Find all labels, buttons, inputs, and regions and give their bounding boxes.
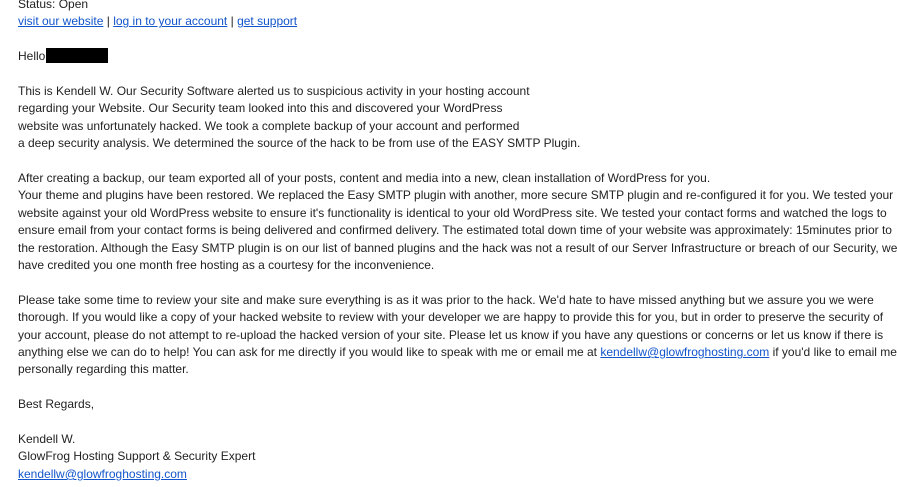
- signature-title: GlowFrog Hosting Support & Security Expert: [18, 449, 256, 464]
- email-body: [18, 0, 897, 483]
- paragraph-line: have credited you one month free hosting as a courtesy for the inconvenience.: [18, 258, 435, 273]
- spacer: [18, 31, 880, 48]
- signature-email-line: [18, 466, 880, 483]
- paragraph-line: Your theme and plugins have been restored. We replaced the Easy SMTP plugin with another, more secure SMTP plugin and re-configured it for you. We tested your: [18, 188, 894, 203]
- paragraph-line: [18, 344, 897, 361]
- signature-email-link[interactable]: kendellw@glowfroghosting.com: [18, 466, 187, 481]
- paragraph-1: [18, 83, 880, 153]
- paragraph-line: thorough. If you would like a copy of your hacked website to review with your developer we are happy to provide this for you, but in order to preserve the security of: [18, 310, 884, 325]
- paragraph-line: ensure email from your contact forms is being delivered and confirmed delivery. The estimated total down time of your website was approximately: 15minutes prior to: [18, 223, 892, 238]
- paragraph-line: regarding your Website. Our Security team looked into this and discovered your WordPress: [18, 101, 503, 116]
- paragraph-3: [18, 292, 897, 379]
- paragraph-line: personally regarding this matter.: [18, 362, 189, 377]
- signature-name: Kendell W.: [18, 432, 76, 447]
- paragraph-line: the restoration. Although the Easy SMTP plugin is on our list of banned plugins and the hack was not a result of our Server Infrastructure or breach of our Security, we: [18, 240, 897, 255]
- paragraph-line: After creating a backup, our team exported all of your posts, content and media into a new, clean installation of WordPress for you.: [18, 171, 711, 186]
- paragraph-line: a deep security analysis. We determined the source of the hack to be from use of the EASY SMTP Plugin.: [18, 136, 581, 151]
- greeting-text: Hello: [18, 49, 46, 64]
- inline-email-link[interactable]: kendellw@glowfroghosting.com: [600, 345, 770, 360]
- paragraph-line: your account, please do not attempt to re-upload the hacked version of your site. Please let us know if you have any questions or concerns or let us know if there is: [18, 327, 884, 342]
- login-account-link[interactable]: log in to your account: [113, 14, 228, 29]
- paragraph-line: website against your old WordPress website to ensure it's functionality is identical to your old WordPress site. We tested your contact forms and watched the logs to: [18, 205, 887, 220]
- redacted-name: [46, 48, 108, 63]
- link-separator: |: [230, 14, 234, 29]
- paragraph-line: website was unfortunately hacked. We took a complete backup of your account and performed: [18, 118, 520, 133]
- closing-regards: Best Regards,: [18, 397, 95, 412]
- signature-block: [18, 431, 880, 483]
- visit-website-link[interactable]: visit our website: [18, 14, 104, 29]
- paragraph-line: Please take some time to review your site and make sure everything is as it was prior to the hack. We'd hate to have missed anything but we assure you we were: [18, 292, 874, 307]
- header-links: [18, 13, 880, 30]
- get-support-link[interactable]: get support: [237, 14, 298, 29]
- text-after-email: if you'd like to email me: [769, 345, 897, 360]
- text-before-email: anything else we can do to help! You can ask for me directly if you would like to speak with me or email me at: [18, 345, 601, 360]
- paragraph-line: This is Kendell W. Our Security Software alerted us to suspicious activity in your hosting account: [18, 84, 530, 98]
- ticket-status: Status: Open: [18, 0, 89, 11]
- link-separator: |: [106, 14, 110, 29]
- greeting: [18, 48, 880, 65]
- paragraph-2: [18, 170, 897, 274]
